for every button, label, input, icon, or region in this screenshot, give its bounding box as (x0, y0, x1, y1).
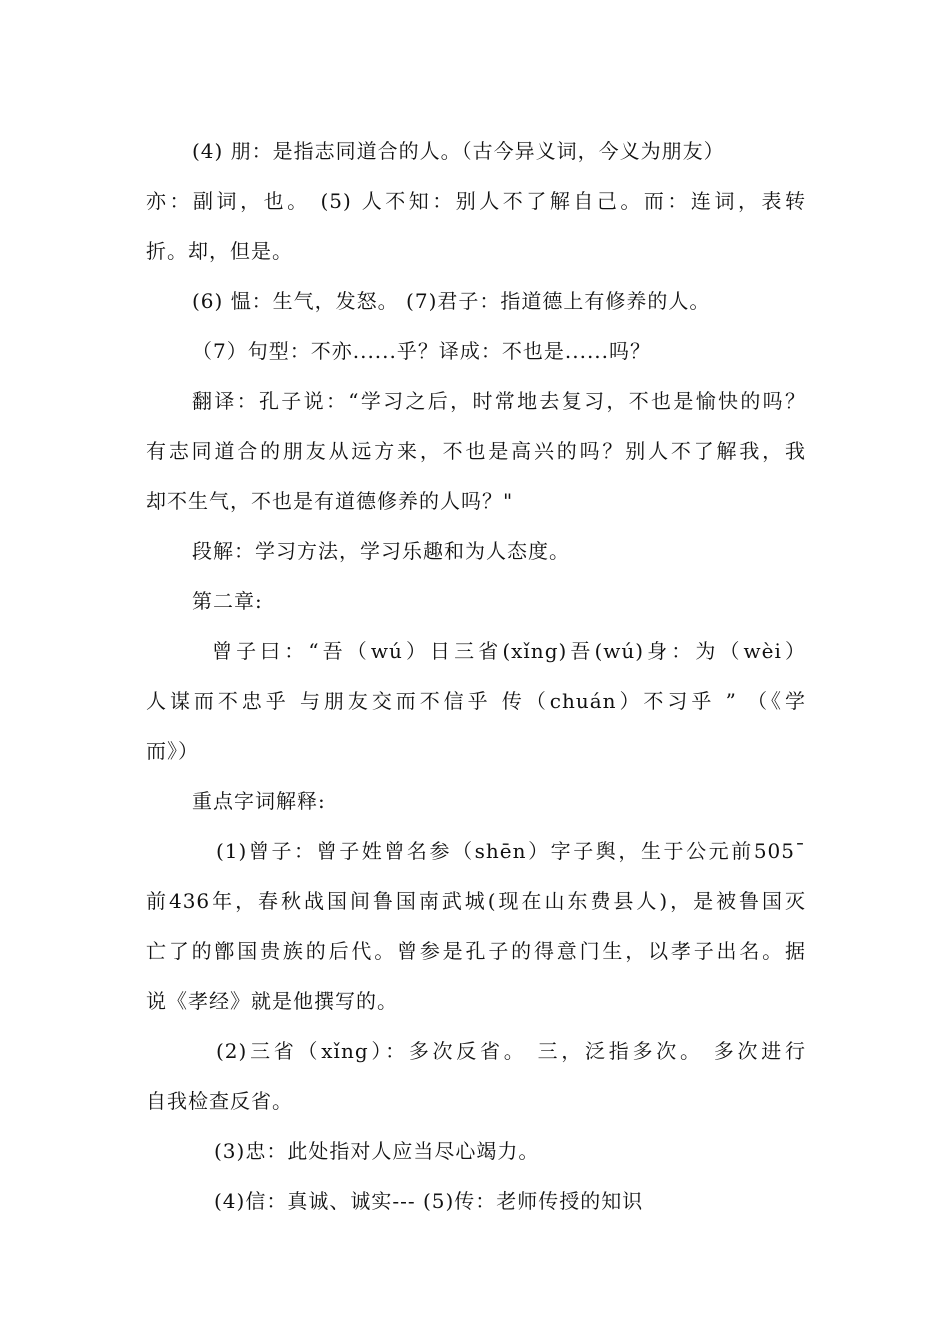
text-line-10: 第二章: (192, 589, 263, 613)
text-line-1: (4) 朋：是指志同道合的人。（古今异义词，今义为朋友） (192, 139, 725, 163)
text-line-20: 自我检查反省。 (146, 1089, 293, 1113)
text-line-5: （7）句型：不亦......乎？译成：不也是......吗？ (192, 339, 652, 363)
text-line-7: 有志同道合的朋友从远方来，不也是高兴的吗？别人不了解我，我 (146, 439, 806, 463)
text-line-8: 却不生气，不也是有道德修养的人吗？" (146, 489, 514, 513)
text-line-13: 而》） (146, 739, 199, 763)
text-line-17: 亡了的鄫国贵族的后代。曾参是孔子的得意门生，以孝子出名。据 (146, 939, 806, 963)
text-line-4: (6) 愠：生气，发怒。 (7)君子：指道德上有修养的人。 (192, 289, 711, 313)
text-line-14: 重点字词解释: (192, 789, 326, 813)
text-line-12: 人谋而不忠乎 与朋友交而不信乎 传（chuán）不习乎 ” （《学 (146, 689, 806, 713)
text-line-22: (4)信：真诚、诚实--- (5)传：老师传授的知识 (214, 1189, 644, 1213)
text-line-11: 曾子曰：“吾（wú）日三省(xǐng)吾(wú)身：为（wèi） (212, 639, 806, 663)
text-line-6: 翻译：孔子说：“学习之后，时常地去复习，不也是愉快的吗？ (192, 389, 806, 413)
text-line-19: (2)三省（xǐng）：多次反省。 三，泛指多次。 多次进行 (216, 1039, 806, 1063)
text-line-18: 说《孝经》就是他撰写的。 (146, 989, 398, 1013)
text-line-9: 段解：学习方法，学习乐趣和为人态度。 (192, 539, 570, 563)
text-line-15: (1)曾子：曾子姓曾名参（shēn）字子舆，生于公元前505¯ (216, 839, 806, 863)
text-line-21: (3)忠：此处指对人应当尽心竭力。 (214, 1139, 540, 1163)
text-line-3: 折。却，但是。 (146, 239, 293, 263)
text-line-16: 前436年，春秋战国间鲁国南武城(现在山东费县人)，是被鲁国灭 (146, 889, 806, 913)
text-line-2: 亦：副词，也。 (5) 人不知：别人不了解自己。而：连词，表转 (146, 189, 806, 213)
